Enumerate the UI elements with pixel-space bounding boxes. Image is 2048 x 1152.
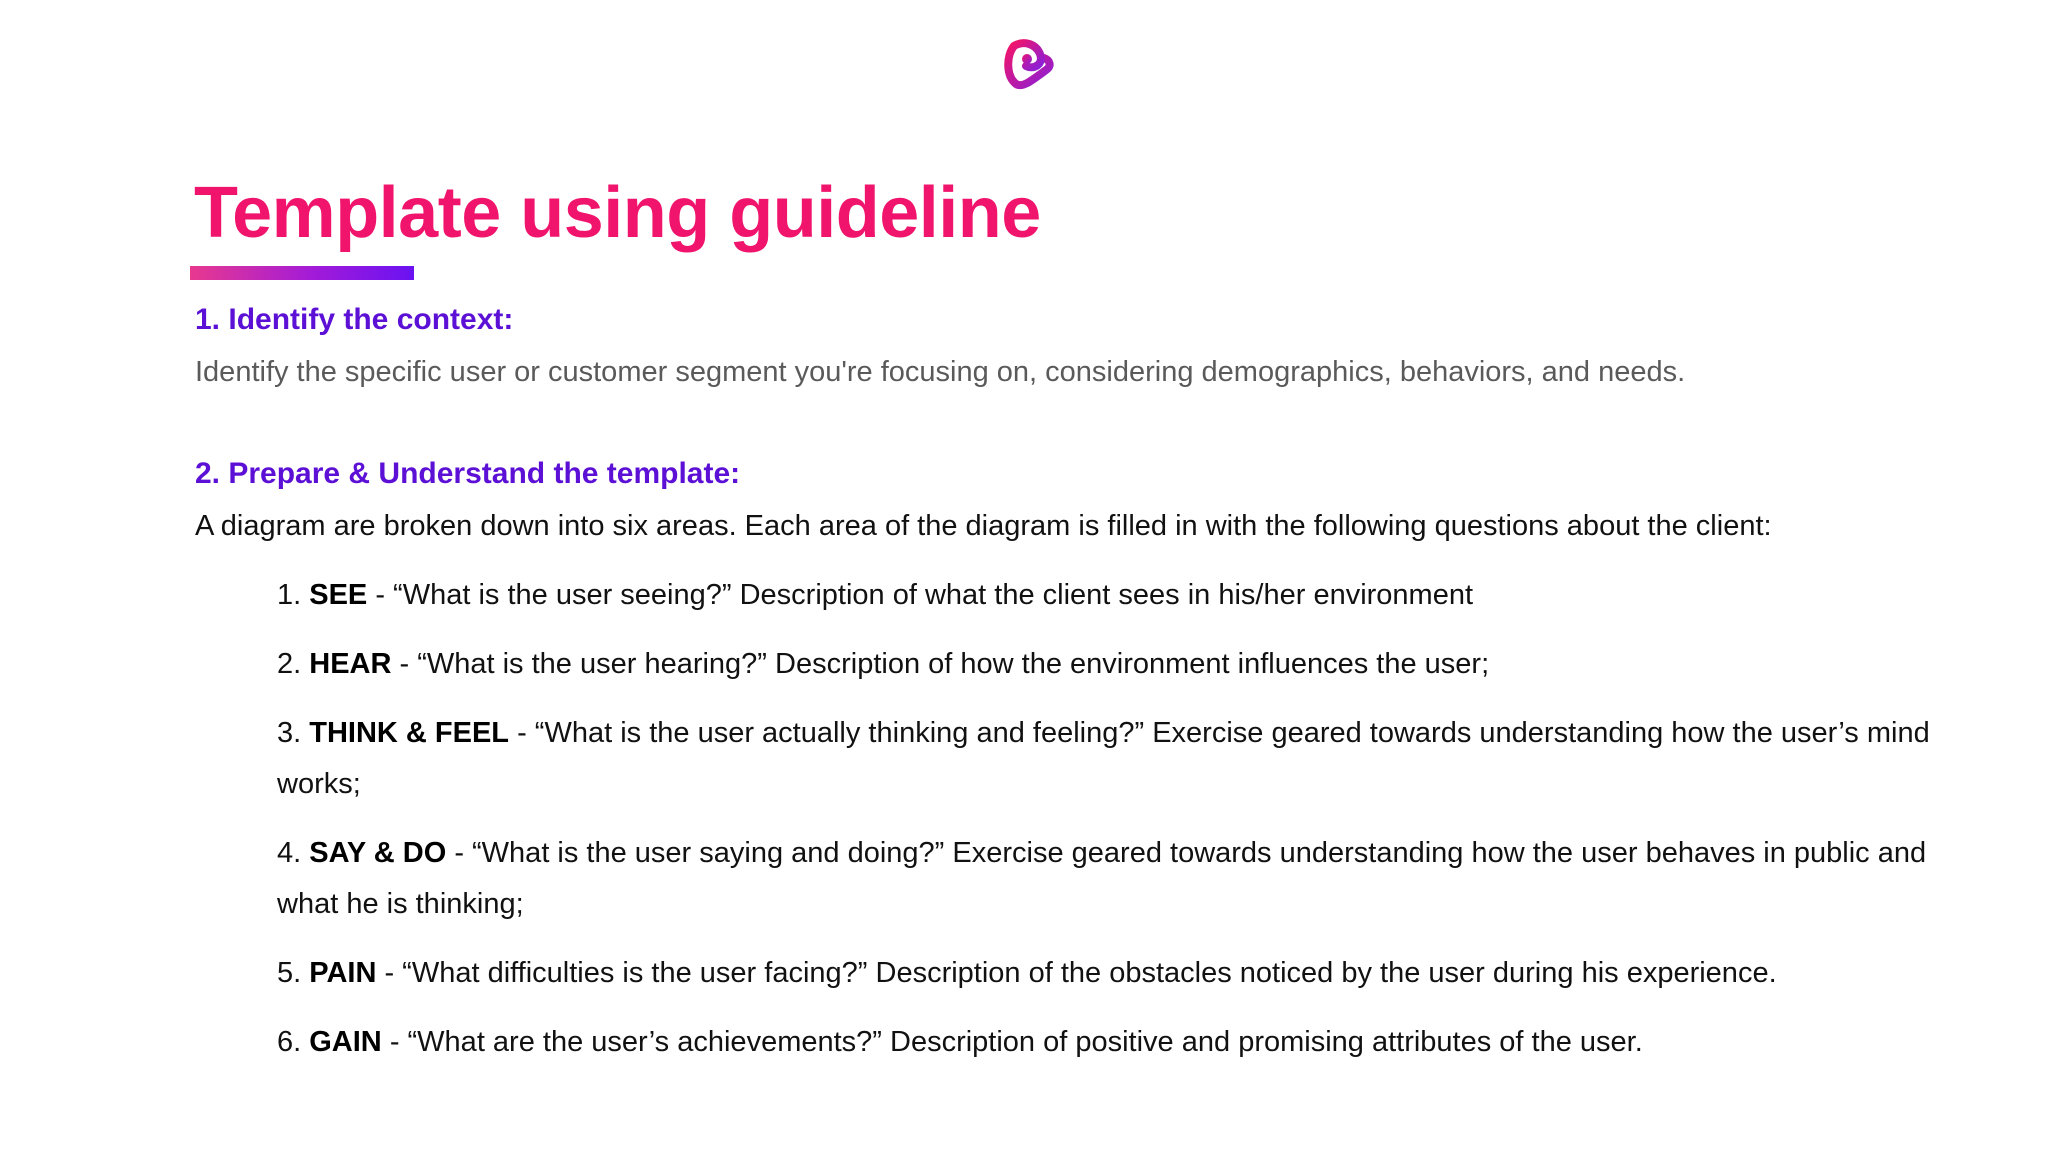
list-item-number: 4. — [277, 837, 302, 869]
list-item-description: - “What is the user seeing?” Description of what the client sees in his/her environment — [375, 579, 1474, 611]
section-body-template: A diagram are broken down into six areas. Each area of the diagram is filled in with the following questions about the client: — [195, 510, 1772, 542]
list-item-number: 3. — [277, 717, 302, 749]
list-item-see — [277, 570, 1977, 621]
list-item-description: - “What difficulties is the user facing?” Description of the obstacles noticed by the user during his experience. — [384, 957, 1777, 989]
heart-play-logo-icon — [1000, 36, 1054, 90]
section-body-context: Identify the specific user or customer segment you're focusing on, considering demographics, behaviors, and needs. — [195, 356, 1686, 388]
section-heading-template: 2. Prepare & Understand the template: — [195, 457, 741, 490]
list-item-term: THINK & FEEL — [309, 717, 510, 749]
section-heading-context: 1. Identify the context: — [195, 303, 514, 336]
list-item-number: 2. — [277, 648, 302, 680]
list-item-pain — [277, 948, 1977, 999]
list-item-term: PAIN — [309, 957, 377, 989]
list-item-term: GAIN — [309, 1026, 382, 1058]
list-item-number: 1. — [277, 579, 302, 611]
list-item-think-feel — [277, 708, 1977, 810]
list-item-term: HEAR — [309, 648, 392, 680]
list-item-term: SAY & DO — [309, 837, 447, 869]
list-item-number: 5. — [277, 957, 302, 989]
diagram-areas-list — [277, 570, 1977, 1086]
page-title: Template using guideline — [194, 173, 1041, 253]
list-item-description: - “What is the user actually thinking and feeling?” Exercise geared towards understanding how the user’s mind works; — [277, 717, 1930, 800]
list-item-description: - “What are the user’s achievements?” Description of positive and promising attributes of the user. — [389, 1026, 1643, 1058]
list-item-hear — [277, 639, 1977, 690]
list-item-number: 6. — [277, 1026, 302, 1058]
list-item-say-do — [277, 828, 1977, 930]
list-item-description: - “What is the user saying and doing?” Exercise geared towards understanding how the user behaves in public and what he is thinking; — [277, 837, 1927, 920]
title-underline — [190, 266, 414, 280]
list-item-description: - “What is the user hearing?” Description of how the environment influences the user; — [399, 648, 1490, 680]
list-item-term: SEE — [309, 579, 368, 611]
list-item-gain — [277, 1017, 1977, 1068]
